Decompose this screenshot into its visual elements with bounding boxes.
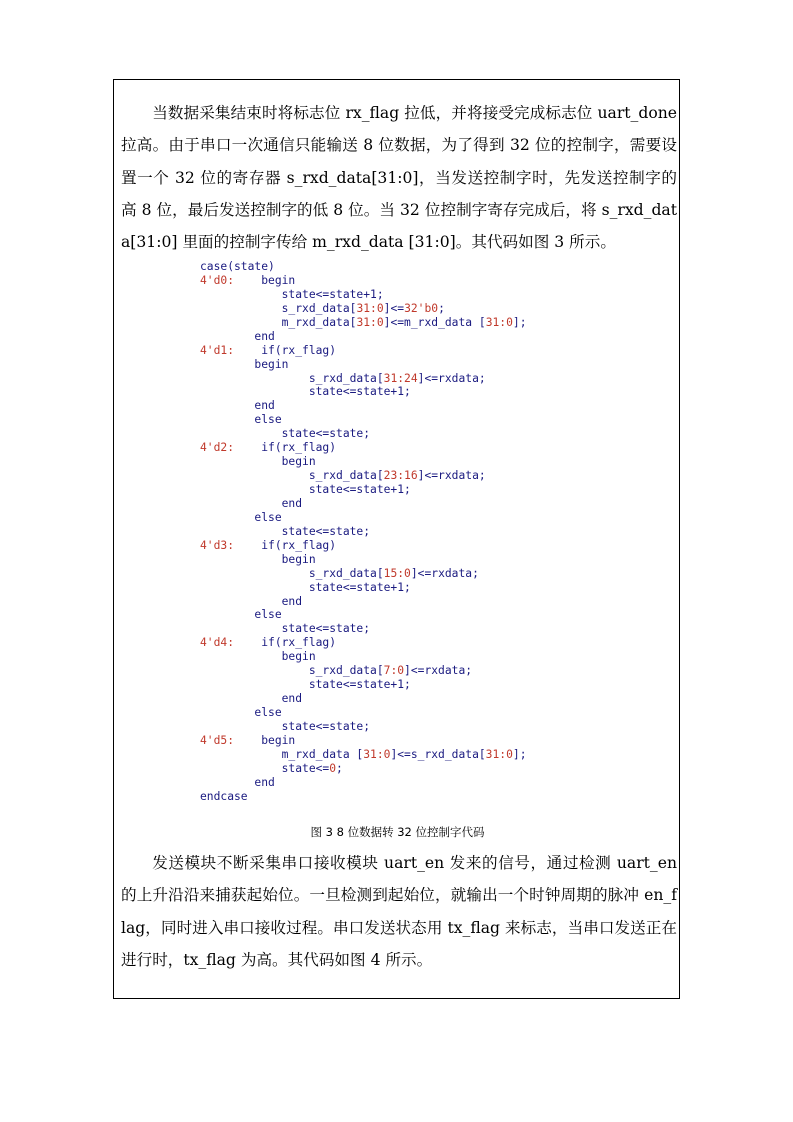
- code-text: ]<=rxdata;: [417, 469, 486, 483]
- code-line: [200, 525, 527, 539]
- code-line: [200, 720, 527, 734]
- code-text: begin: [200, 357, 289, 371]
- code-line: [200, 288, 527, 302]
- code-text: ;: [336, 761, 343, 775]
- code-text: if(rx_flag): [234, 343, 337, 357]
- code-line: [200, 595, 527, 609]
- code-number: 4'd1:: [200, 343, 235, 357]
- code-line: [200, 748, 527, 762]
- code-line: [200, 260, 527, 274]
- code-line: [200, 706, 527, 720]
- code-number: 0: [329, 761, 337, 775]
- code-line: [200, 581, 527, 595]
- code-line: [200, 497, 527, 511]
- code-line: [200, 776, 527, 790]
- code-text: state<=state;: [200, 622, 371, 636]
- code-text: state<=state+1;: [200, 287, 384, 301]
- code-text: ]<=rxdata;: [417, 371, 486, 385]
- code-line: [200, 455, 527, 469]
- code-text: ];: [512, 747, 527, 761]
- code-text: s_rxd_data[: [200, 566, 384, 580]
- figure-caption: 图 3 8 位数据转 32 位控制字代码: [310, 825, 485, 839]
- code-text: state<=: [200, 761, 330, 775]
- code-text: else: [200, 510, 282, 524]
- code-line: [200, 790, 527, 804]
- code-text: end: [200, 594, 303, 608]
- code-line: [200, 734, 527, 748]
- code-text: s_rxd_data[: [200, 371, 384, 385]
- paragraph-transmit: 发送模块不断采集串口接收模块 uart_en 发来的信号，通过检测 uart_en 的上升沿沿来捕获起始位。一旦检测到起始位，就输出一个时钟周期的脉冲 en_flag，同时进入串口接收过程。串口发送状态用 tx_flag 来标志，当串口发送正在进行时，tx_flag 为高。其代码如图 4 所示。: [121, 854, 677, 969]
- code-line: [200, 274, 527, 288]
- code-line: [200, 372, 527, 386]
- code-text: state<=state;: [200, 427, 371, 441]
- code-line: [200, 427, 527, 441]
- code-line: [200, 385, 527, 399]
- code-number: 7:0: [383, 664, 405, 678]
- paragraph-intro: 当数据采集结束时将标志位 rx_flag 拉低，并将接受完成标志位 uart_done 拉高。由于串口一次通信只能输送 8 位数据，为了得到 32 位的控制字，需要设置一个 32 位的寄存器 s_rxd_data[31:0]，当发送控制字时，先发送控制字的高 8 位，最后发送控制字的低 8 位。当 32 位控制字寄存完成后，将 s_rxd_data[31:0] 里面的控制字传给 m_rxd_data [31:0]。其代码如图 3 所示。: [121, 104, 677, 252]
- code-text: ]<=: [383, 301, 405, 315]
- code-line: [200, 539, 527, 553]
- code-line: [200, 344, 527, 358]
- code-number: 31:0: [356, 301, 384, 315]
- code-line: [200, 567, 527, 581]
- code-number: 15:0: [383, 566, 411, 580]
- code-line: [200, 692, 527, 706]
- code-number: 4'd5:: [200, 733, 235, 747]
- code-number: 31:0: [485, 315, 513, 329]
- code-line: [200, 483, 527, 497]
- code-text: else: [200, 608, 282, 622]
- code-line: [200, 762, 527, 776]
- code-line: [200, 399, 527, 413]
- code-text: m_rxd_data[: [200, 315, 357, 329]
- code-text: endcase: [200, 789, 248, 803]
- code-text: begin: [200, 455, 316, 469]
- code-text: end: [200, 692, 303, 706]
- code-line: [200, 330, 527, 344]
- code-line: [200, 511, 527, 525]
- code-number: 31:0: [356, 315, 384, 329]
- code-number: 31:24: [383, 371, 418, 385]
- code-text: state<=state+1;: [200, 483, 411, 496]
- code-number: 32'b0: [404, 301, 439, 315]
- code-text: end: [200, 496, 303, 510]
- code-text: end: [200, 775, 275, 789]
- code-text: begin: [200, 650, 316, 664]
- code-number: 31:0: [485, 747, 513, 761]
- code-text: else: [200, 413, 282, 427]
- code-text: else: [200, 706, 282, 719]
- code-text: begin: [234, 273, 296, 287]
- code-text: ]<=rxdata;: [410, 566, 479, 580]
- code-text: if(rx_flag): [234, 538, 337, 552]
- code-text: begin: [200, 552, 316, 566]
- code-line: [200, 636, 527, 650]
- code-text: s_rxd_data[: [200, 664, 384, 678]
- code-line: [200, 441, 527, 455]
- code-text: s_rxd_data[: [200, 469, 384, 483]
- code-text: ;: [438, 301, 445, 315]
- code-line: [200, 358, 527, 372]
- code-text: state<=state+1;: [200, 385, 411, 399]
- code-line: [200, 413, 527, 427]
- code-text: state<=state;: [200, 719, 371, 733]
- code-text: ]<=m_rxd_data [: [383, 315, 486, 329]
- code-line: [200, 316, 527, 330]
- code-number: 4'd2:: [200, 441, 235, 455]
- code-line: [200, 302, 527, 316]
- code-line: [200, 469, 527, 483]
- code-line: [200, 553, 527, 567]
- code-text: state<=state;: [200, 524, 371, 538]
- code-text: ];: [512, 315, 527, 329]
- document-frame: [113, 79, 680, 999]
- code-number: 23:16: [383, 469, 418, 483]
- verilog-code-block: [200, 260, 527, 804]
- code-number: 4'd4:: [200, 636, 235, 650]
- code-text: end: [200, 399, 275, 413]
- code-line: [200, 650, 527, 664]
- code-text: if(rx_flag): [234, 441, 337, 455]
- code-line: [200, 622, 527, 636]
- code-line: [200, 678, 527, 692]
- code-number: 4'd3:: [200, 538, 235, 552]
- code-text: state<=state+1;: [200, 580, 411, 594]
- code-text: case(state): [200, 260, 275, 273]
- code-text: s_rxd_data[: [200, 301, 357, 315]
- code-line: [200, 608, 527, 622]
- code-text: ]<=rxdata;: [404, 664, 473, 678]
- code-text: end: [200, 329, 275, 343]
- code-text: begin: [234, 733, 296, 747]
- code-text: m_rxd_data [: [200, 747, 364, 761]
- code-text: if(rx_flag): [234, 636, 337, 650]
- code-number: 4'd0:: [200, 273, 235, 287]
- code-text: state<=state+1;: [200, 678, 411, 692]
- code-text: ]<=s_rxd_data[: [390, 747, 486, 761]
- code-number: 31:0: [363, 747, 391, 761]
- code-line: [200, 664, 527, 678]
